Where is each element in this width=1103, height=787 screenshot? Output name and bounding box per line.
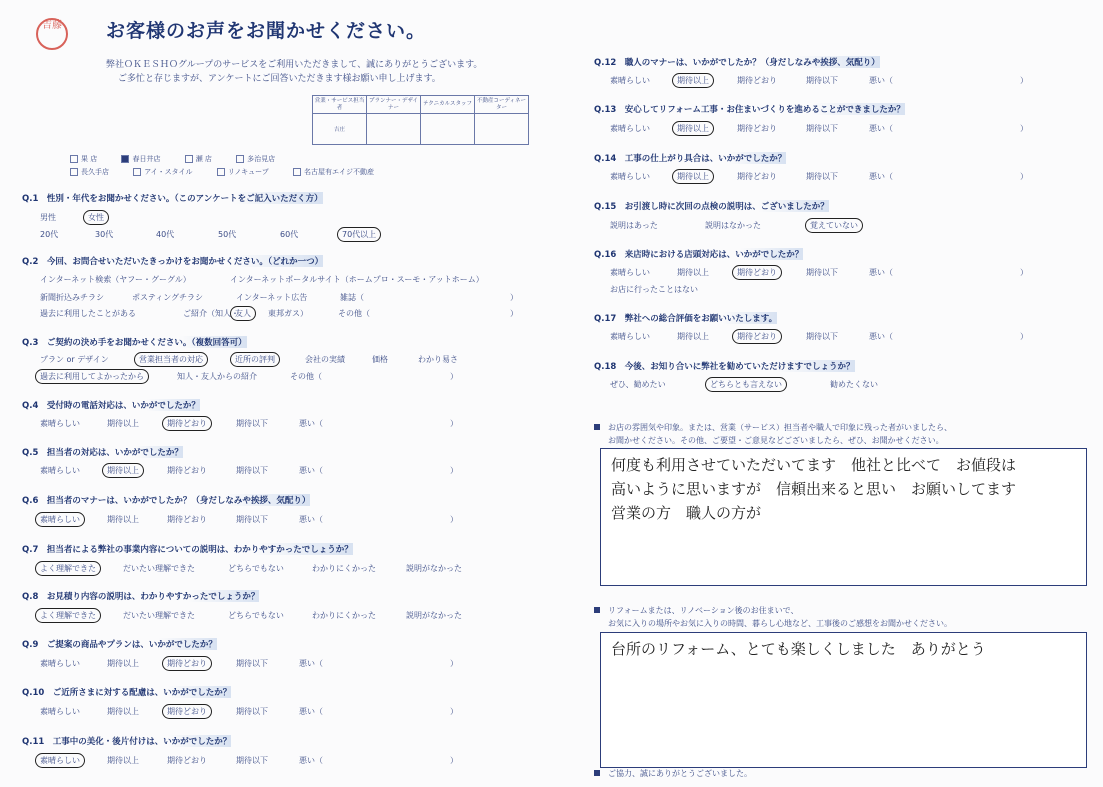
option[interactable]: 期待どおり [167,515,207,524]
intro-line-2: ご多忙と存じますが、アンケートにご回答いただきます様お願い申し上げます。 [118,74,441,84]
option-selected[interactable]: 期待どおり [162,704,212,719]
option[interactable]: ご紹介（知人・ [183,309,239,318]
comment1-handwriting-line2: 高いように思いますが 信頼出来ると思い お願いしてます [611,480,1017,498]
bullet-square-icon [594,607,600,613]
option-female-selected[interactable]: 女性 [83,210,109,225]
option[interactable]: 会社の実績 [305,355,345,364]
option[interactable]: わかりにくかった [312,611,376,620]
option[interactable]: 期待どおり [737,172,777,181]
question-11: Q.11 工事中の美化・後片付けは、いかがでしたか？ [22,737,232,747]
intro-line-1: 弊社ＯＫＥＳＨＯグループのサービスをご利用いただきまして、誠にありがとうございます。 [106,60,483,70]
checkbox[interactable] [185,155,193,163]
bullet-square-icon [594,424,600,430]
option[interactable]: 期待以下 [806,172,838,181]
footer-text: ご協力、誠にありがとうございました。 [608,769,752,778]
option[interactable]: インターネット検索（ヤフー・グーグル） [40,275,191,284]
option[interactable]: 期待どおり [167,466,207,475]
option[interactable]: 期待以上 [107,756,139,765]
option[interactable]: だいたい理解できた [123,611,195,620]
option[interactable]: ぜひ、勧めたい [610,380,666,389]
staff-header-planner: プランナー・デザイナー [367,96,421,114]
option[interactable]: 過去に利用したことがある [40,309,136,318]
option[interactable]: だいたい理解できた [123,564,195,573]
store-label: アイ・スタイル [144,168,193,176]
option-selected[interactable]: 期待どおり [162,656,212,671]
comment2-handwriting-line1: 台所のリフォーム、とても楽しくしました ありがとう [611,640,986,658]
store-label: 長久手店 [81,168,109,176]
option-selected[interactable]: 素晴らしい [35,753,85,768]
option[interactable]: 素晴らしい [610,172,650,181]
option[interactable]: 期待どおり [167,756,207,765]
staff-header-realestate: 不動産コーディネーター [475,96,529,114]
option[interactable]: 期待どおり [737,124,777,133]
option-selected[interactable]: 期待どおり [732,265,782,280]
comment1-handwriting-line1: 何度も利用させていただいてます 他社と比べて お値段は [611,456,1017,474]
option[interactable]: 期待以下 [236,659,268,668]
option-selected[interactable]: 近所の評判 [230,352,280,367]
option[interactable]: 期待以上 [107,419,139,428]
store-label: 多治見店 [247,155,276,163]
paren-close: ） [1020,332,1028,341]
question-9: Q.9 ご提案の商品やプランは、いかがでしたか？ [22,640,217,650]
option[interactable]: 説明はあった [610,221,658,230]
option-age[interactable]: 30代 [95,230,114,239]
paren-close: ） [1020,124,1028,133]
option[interactable]: どちらでもない [228,611,284,620]
option[interactable]: 雑誌（ [340,293,364,302]
option[interactable]: 素晴らしい [610,76,650,85]
option-selected[interactable]: 素晴らしい [35,512,85,527]
paren-close: ） [450,466,458,475]
paren-close: ） [450,659,458,668]
staff-signature: 吉庄 [313,114,367,145]
store-label: 春日井店 [132,155,161,163]
checkbox[interactable] [133,168,141,176]
staff-header-tech: テクニカルスタッフ [421,96,475,114]
option[interactable]: 素晴らしい [610,124,650,133]
option[interactable]: 価格 [372,355,388,364]
paren-close: ） [450,372,458,381]
option-selected[interactable]: 友人 [230,306,256,321]
question-6: Q.6 担当者のマナーは、いかがでしたか？（身だしなみや挨拶、気配り） [22,496,311,506]
question-15: Q.15 お引渡し時に次回の点検の説明は、ございましたか？ [594,202,829,212]
paren-close: ） [510,293,518,302]
staff-cell-empty [367,114,421,145]
option[interactable]: 素晴らしい [40,419,80,428]
question-5: Q.5 担当者の対応は、いかがでしたか？ [22,448,183,458]
store-checklist [70,153,396,179]
question-4: Q.4 受付時の電話対応は、いかがでしたか？ [22,401,200,411]
store-label: リノキューブ [227,168,269,176]
option[interactable]: 悪い（ [299,707,323,716]
option[interactable]: 期待以下 [806,76,838,85]
comment2-prompt-line2: お気に入りの場所やお気に入りの時間、暮らし心地など、工事後のご感想をお聞かせください。 [608,619,952,628]
stamp-text: 吉藤 [42,20,62,31]
option[interactable]: 悪い（ [869,172,893,181]
option[interactable]: 説明がなかった [406,611,462,620]
option[interactable]: 東邦ガス） [268,309,308,318]
option[interactable]: 悪い（ [869,76,893,85]
store-label: 瀬 店 [195,155,212,163]
option[interactable]: 期待以下 [236,515,268,524]
checkbox[interactable] [236,155,244,163]
option[interactable]: 期待以下 [236,419,268,428]
comment1-handwriting-line3: 営業の方 職人の方が [611,504,762,522]
option-selected[interactable]: 期待どおり [732,329,782,344]
paren-close: ） [1020,268,1028,277]
question-8: Q.8 お見積り内容の説明は、わかりやすかったでしょうか？ [22,592,260,602]
checkbox[interactable] [70,155,78,163]
option[interactable]: 期待以上 [107,515,139,524]
option-selected[interactable]: 覚えていない [805,218,863,233]
option[interactable]: 期待以上 [107,659,139,668]
comment2-textarea[interactable] [600,632,1087,768]
option[interactable]: 説明がなかった [406,564,462,573]
staff-table [312,95,529,145]
page-title: お客様のお声をお聞かせください。 [106,20,427,42]
question-7: Q.7 担当者による弊社の事業内容についての説明は、わかりやすかったでしょうか？ [22,545,353,555]
staff-cell-empty [421,114,475,145]
option[interactable]: 新聞折込みチラシ [40,293,104,302]
option[interactable]: 悪い（ [299,466,323,475]
checkbox[interactable] [70,168,78,176]
option[interactable]: 期待以下 [806,332,838,341]
question-2: Q.2 今回、お問合せいただいたきっかけをお聞かせください。（どれか一つ） [22,257,324,267]
option[interactable]: どちらでもない [228,564,284,573]
option-age[interactable]: 50代 [218,230,237,239]
option[interactable]: 悪い（ [299,515,323,524]
bullet-square-icon [594,770,600,776]
option-selected[interactable]: よく理解できた [35,608,101,623]
comment1-prompt [594,421,952,447]
option[interactable]: 説明はなかった [705,221,761,230]
question-13: Q.13 安心してリフォーム工事・お住まいづくりを進めることができましたか？ [594,105,905,115]
question-18: Q.18 今後、お知り合いに弊社を勧めていただけますでしょうか？ [594,362,855,372]
option[interactable]: 素晴らしい [40,707,80,716]
option[interactable]: 素晴らしい [40,659,80,668]
option[interactable]: わかり易さ [418,355,458,364]
comment1-prompt-line1: お店の雰囲気や印象。または、営業（サービス）担当者や職人で印象に残った者がいましたら、 [608,423,952,432]
seal-stamp [36,18,68,50]
option[interactable]: 期待以上 [677,332,709,341]
option[interactable]: 悪い（ [299,419,323,428]
option[interactable]: ポスティングチラシ [132,293,204,302]
option[interactable]: インターネットポータルサイト（ホームプロ・スーモ・アットホーム） [230,275,484,284]
option[interactable]: 期待以下 [806,124,838,133]
option-selected[interactable]: 期待以上 [102,463,144,478]
question-1: Q.1 性別・年代をお聞かせください。（このアンケートをご記入いただく方） [22,194,323,204]
comment1-textarea[interactable] [600,448,1087,586]
staff-header-sales: 営業・サービス担当者 [313,96,367,114]
checkbox[interactable] [293,168,301,176]
option-selected[interactable]: 期待以上 [672,73,714,88]
option-age[interactable]: 60代 [280,230,299,239]
option-male[interactable]: 男性 [40,213,56,222]
question-10: Q.10 ご近所さまに対する配慮は、いかがでしたか？ [22,688,232,698]
option[interactable]: 期待どおり [737,76,777,85]
option[interactable]: 期待以下 [806,268,838,277]
option[interactable]: 期待以下 [236,466,268,475]
footer-thanks [594,767,752,780]
option-age[interactable]: 20代 [40,230,59,239]
comment1-prompt-line2: お聞かせください。その他、ご要望・ご意見などございましたら、ぜひ、お聞かせください。 [608,436,944,445]
option[interactable]: 期待以上 [107,707,139,716]
option-selected[interactable]: よく理解できた [35,561,101,576]
option[interactable]: 悪い（ [299,659,323,668]
option-selected[interactable]: 期待以上 [672,121,714,136]
option[interactable]: その他（ [338,309,370,318]
paren-close: ） [450,707,458,716]
option[interactable]: インターネット広告 [236,293,308,302]
option[interactable]: 悪い（ [299,756,323,765]
option-selected[interactable]: 過去に利用してよかったから [35,369,149,384]
option-selected[interactable]: 営業担当者の対応 [134,352,208,367]
option[interactable]: 勧めたくない [830,380,878,389]
option-selected[interactable]: 期待以上 [672,169,714,184]
paren-close: ） [1020,172,1028,181]
checkbox[interactable] [217,168,225,176]
paren-close: ） [1020,76,1028,85]
option[interactable]: 悪い（ [869,332,893,341]
paren-close: ） [450,419,458,428]
option[interactable]: お店に行ったことはない [610,285,698,294]
staff-cell-empty [475,114,529,145]
paren-close: ） [510,309,518,318]
option[interactable]: 期待以上 [677,268,709,277]
checkbox-checked[interactable] [121,155,129,163]
option[interactable]: 期待以下 [236,707,268,716]
option-selected[interactable]: どちらとも言えない [705,377,787,392]
intro-text [106,58,482,86]
option[interactable]: 素晴らしい [40,466,80,475]
question-14: Q.14 工事の仕上がり具合は、いかがでしたか？ [594,154,787,164]
store-label: 名古屋有エイジ不動産 [304,168,375,176]
option[interactable]: 期待以下 [236,756,268,765]
paren-close: ） [450,515,458,524]
option[interactable]: 素晴らしい [610,332,650,341]
option[interactable]: 知人・友人からの紹介 [177,372,257,381]
option[interactable]: 悪い（ [869,124,893,133]
option[interactable]: プラン or デザイン [40,355,109,364]
option-age-selected[interactable]: 70代以上 [337,227,381,242]
option[interactable]: その他（ [290,372,322,381]
option-age[interactable]: 40代 [156,230,175,239]
question-3: Q.3 ご契約の決め手をお聞かせください。（複数回答可） [22,338,247,348]
store-label: 果 店 [81,155,98,163]
comment2-prompt [594,604,952,630]
option[interactable]: わかりにくかった [312,564,376,573]
option[interactable]: 素晴らしい [610,268,650,277]
option-selected[interactable]: 期待どおり [162,416,212,431]
paren-close: ） [450,756,458,765]
question-12: Q.12 職人のマナーは、いかがでしたか？（身だしなみや挨拶、気配り） [594,58,880,68]
question-16: Q.16 来店時における店頭対応は、いかがでしたか？ [594,250,804,260]
option[interactable]: 悪い（ [869,268,893,277]
comment2-prompt-line1: リフォームまたは、リノベーション後のお住まいで、 [608,606,799,615]
question-17: Q.17 弊社への総合評価をお願いいたします。 [594,314,778,324]
